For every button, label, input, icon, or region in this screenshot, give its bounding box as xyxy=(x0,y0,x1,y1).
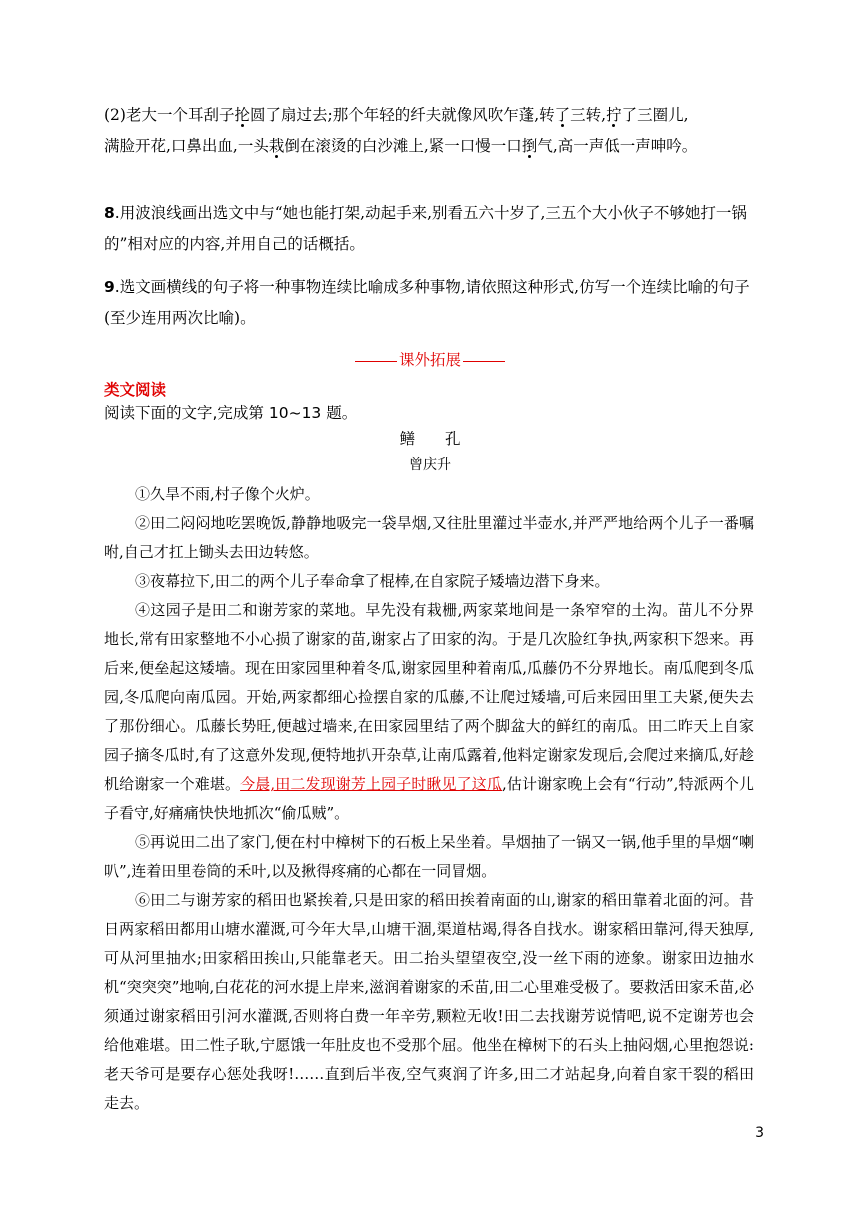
question-9 xyxy=(104,272,754,334)
question-text: .选文画横线的句子将一种事物连续比喻成多种事物,请依照这种形式,仿写一个连续比喻的句子(至少连用两次比喻)。 xyxy=(104,278,750,327)
paragraph: ③夜幕拉下,田二的两个儿子奉命拿了棍棒,在自家院子矮墙边潜下身来。 xyxy=(135,572,610,590)
emphasis-char: 捯 xyxy=(521,137,538,155)
paragraph: ④这园子是田二和谢芳家的菜地。早先没有栽栅,两家菜地间是一条窄窄的土沟。苗儿不分界地长,常有田家整地不小心损了谢家的苗,谢家占了田家的沟。于是几次脸红争执,两家积下怨来。再后来,便垒起这矮墙。现在田家园里种着冬瓜,谢家园里种着南瓜,瓜藤仍不分界地长。南瓜爬到冬瓜园,冬瓜爬向南瓜园。开始,两家都细心捡摆自家的瓜藤,不让爬过矮墙,可后来园田里工夫紧,便失去了那份细心。瓜藤长势旺,便越过墙来,在田家园里结了两个脚盆大的鲜红的南瓜。田二昨天上自家园子摘冬瓜时,有了这意外发现,便特地扒开杂草,让南瓜露着,他料定谢家发现后,会爬过来摘瓜,好趁机给谢家一个难堪。今晨,田二发现谢芳上园子时瞅见了这瓜,估计谢家晚上会有“行动”,特派两个儿子看守,好痛痛快快地抓次“偷瓜贼”。 xyxy=(104,601,754,822)
story-title: 鳝孔 xyxy=(399,430,491,448)
story-body xyxy=(104,480,754,1118)
emphasis-char: 栽 xyxy=(268,137,285,155)
sub-heading: 类文阅读 xyxy=(104,381,167,399)
question-number: 8 xyxy=(104,204,115,222)
emphasis-char: 抡 xyxy=(234,106,250,124)
paragraph: ②田二闷闷地吃罢晚饭,静静地吸完一袋旱烟,又往肚里灌过半壶水,并严严地给两个儿子一番嘱咐,自己才扛上锄头去田边转悠。 xyxy=(104,514,754,561)
paragraph: ①久旱不雨,村子像个火炉。 xyxy=(135,485,320,503)
paragraph: ⑤再说田二出了家门,便在村中樟树下的石板上呆坐着。旱烟抽了一锅又一锅,他手里的旱烟“喇叭”,连着田里卷筒的禾叶,以及揪得疼痛的心都在一同冒烟。 xyxy=(104,833,754,880)
question-number: 9 xyxy=(104,278,115,296)
question-7-part-2: (2)老大一个耳刮子抡圆了扇过去;那个年轻的纤夫就像风吹乍蓬,转了三转,拧了三圈儿, 满脸开花,口鼻出血,一头栽倒在滚烫的白沙滩上,紧一口慢一口捯气,高一声低一声呻吟。 xyxy=(104,106,698,155)
divider xyxy=(355,361,397,362)
story-author: 曾庆升 xyxy=(409,457,451,473)
instruction: 阅读下面的文字,完成第 10~13 题。 xyxy=(104,404,358,422)
divider xyxy=(463,361,505,362)
page-number: 3 xyxy=(755,1125,764,1141)
question-8 xyxy=(104,198,754,260)
section-heading: 课外拓展 xyxy=(300,350,560,370)
question-text: .用波浪线画出选文中与“她也能打架,动起手来,别看五六十岁了,三五个大小伙子不够她打一锅的”相对应的内容,并用自己的话概括。 xyxy=(104,204,747,253)
underlined-sentence: 今晨,田二发现谢芳上园子时瞅见了这瓜 xyxy=(240,775,503,793)
emphasis-char: 了 xyxy=(554,106,571,124)
paragraph: ⑥田二与谢芳家的稻田也紧挨着,只是田家的稻田挨着南面的山,谢家的稻田靠着北面的河。昔日两家稻田都用山塘水灌溉,可今年大旱,山塘干涸,渠道枯竭,得各自找水。谢家稻田靠河,得天独厚,可从河里抽水;田家稻田挨山,只能靠老天。田二抬头望望夜空,没一丝下雨的迹象。谢家田边抽水机“突突突”地响,白花花的河水提上岸来,滋润着谢家的禾苗,田二心里难受极了。要救活田家禾苗,必须通过谢家稻田引河水灌溉,否则将白费一年辛劳,颗粒无收!田二去找谢芳说情吧,说不定谢芳也会给他难堪。田二性子耿,宁愿饿一年肚皮也不受那个屈。他坐在樟树下的石头上抽闷烟,心里抱怨说:老天爷可是要存心惩处我呀!……直到后半夜,空气爽润了许多,田二才站起身,向着自家干裂的稻田走去。 xyxy=(104,891,754,1112)
emphasis-char: 拧 xyxy=(606,106,622,124)
